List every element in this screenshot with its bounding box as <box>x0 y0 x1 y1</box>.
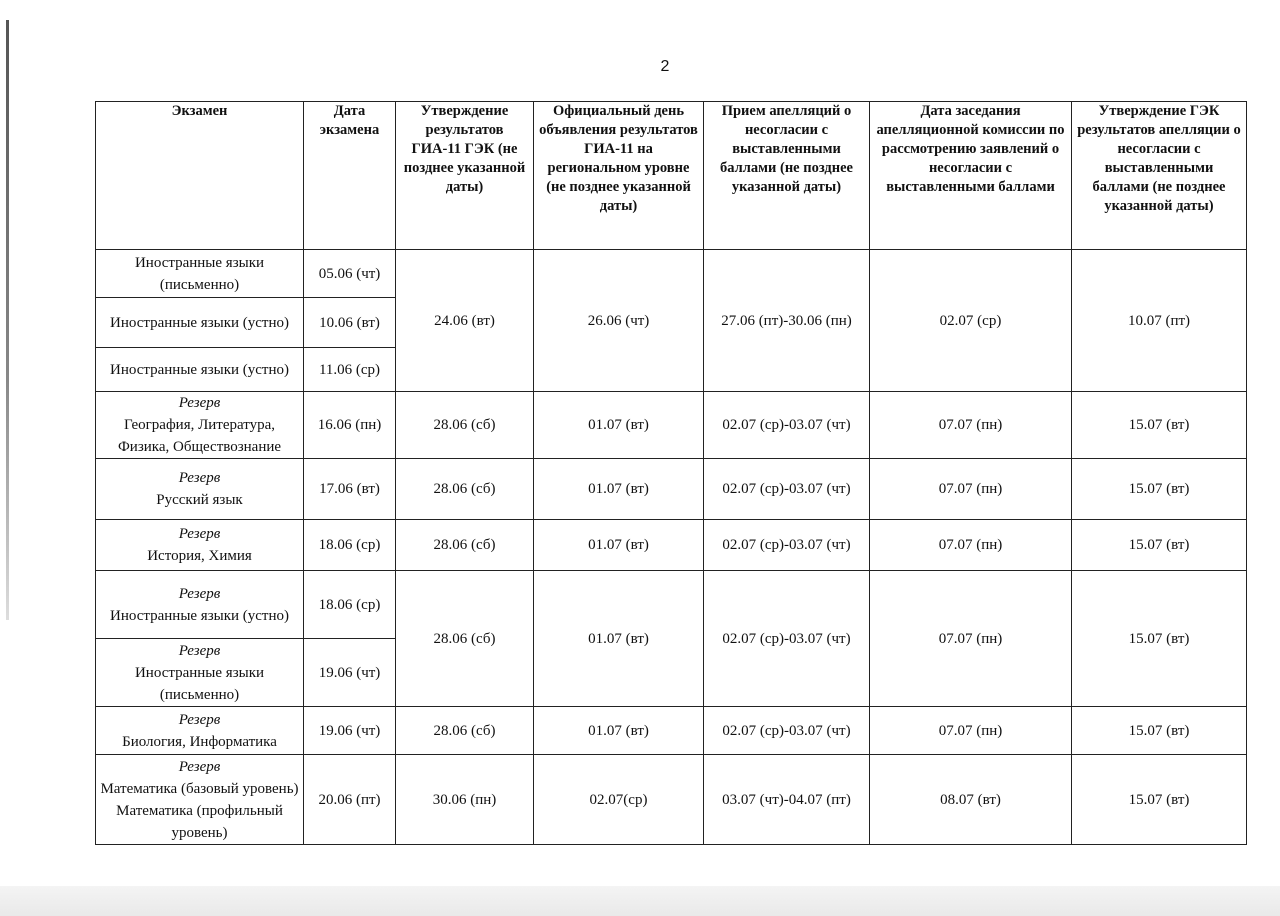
exam-cell <box>96 571 304 639</box>
table-row <box>96 392 1247 459</box>
exam-schedule-table <box>95 101 1247 845</box>
reserve-label: Резерв <box>178 758 221 775</box>
appeals-cell: 02.07 (ср)-03.07 (чт) <box>704 392 870 459</box>
table-row <box>96 755 1247 845</box>
exam-name: История, Химия <box>147 548 252 564</box>
exam-name: Математика (базовый уровень) Математика (профильный уровень) <box>100 780 299 841</box>
gek-cell: 10.07 (пт) <box>1072 250 1247 392</box>
appeals-cell: 02.07 (ср)-03.07 (чт) <box>704 571 870 707</box>
appeals-cell: 02.07 (ср)-03.07 (чт) <box>704 707 870 755</box>
commission-cell: 07.07 (пн) <box>870 459 1072 520</box>
gek-cell: 15.07 (вт) <box>1072 707 1247 755</box>
table-row <box>96 459 1247 520</box>
appeals-cell: 03.07 (чт)-04.07 (пт) <box>704 755 870 845</box>
commission-cell: 07.07 (пн) <box>870 520 1072 571</box>
official-cell: 26.06 (чт) <box>534 250 704 392</box>
gek-cell: 15.07 (вт) <box>1072 459 1247 520</box>
exam-cell: Иностранные языки (устно) <box>96 348 304 392</box>
exam-name: География, Литература, Физика, Обществознание <box>117 417 282 455</box>
scan-bottom-edge <box>0 886 1280 916</box>
date-cell: 19.06 (чт) <box>304 639 396 707</box>
header-row <box>96 102 1247 250</box>
header-exam: Экзамен <box>96 102 304 250</box>
date-cell: 10.06 (вт) <box>304 298 396 348</box>
date-cell: 11.06 (ср) <box>304 348 396 392</box>
exam-name: Русский язык <box>156 492 243 508</box>
table-row <box>96 707 1247 755</box>
exam-name: Биология, Информатика <box>122 733 277 750</box>
approval-cell: 28.06 (сб) <box>396 707 534 755</box>
date-cell: 18.06 (ср) <box>304 520 396 571</box>
table-row <box>96 250 1247 298</box>
date-cell: 05.06 (чт) <box>304 250 396 298</box>
reserve-label: Резерв <box>178 395 221 411</box>
appeals-cell: 02.07 (ср)-03.07 (чт) <box>704 520 870 571</box>
reserve-label: Резерв <box>178 470 221 486</box>
page-number: 2 <box>660 58 670 75</box>
official-cell: 01.07 (вт) <box>534 520 704 571</box>
exam-cell <box>96 707 304 755</box>
reserve-label: Резерв <box>178 526 221 542</box>
appeals-cell: 02.07 (ср)-03.07 (чт) <box>704 459 870 520</box>
date-cell: 17.06 (вт) <box>304 459 396 520</box>
exam-cell: Иностранные языки (устно) <box>96 298 304 348</box>
table-row <box>96 571 1247 639</box>
header-official-day: Официальный день объявления результатов ГИА-11 на региональном уровне (не позднее указанной даты) <box>534 102 704 250</box>
gek-cell: 15.07 (вт) <box>1072 392 1247 459</box>
commission-cell: 07.07 (пн) <box>870 571 1072 707</box>
gek-cell: 15.07 (вт) <box>1072 755 1247 845</box>
official-cell: 01.07 (вт) <box>534 707 704 755</box>
exam-cell <box>96 639 304 707</box>
exam-cell <box>96 392 304 459</box>
exam-name: Иностранные языки (устно) <box>109 607 290 624</box>
gek-cell: 15.07 (вт) <box>1072 520 1247 571</box>
reserve-label: Резерв <box>178 642 221 659</box>
commission-cell: 08.07 (вт) <box>870 755 1072 845</box>
official-cell: 01.07 (вт) <box>534 571 704 707</box>
exam-cell <box>96 459 304 520</box>
commission-cell: 07.07 (пн) <box>870 707 1072 755</box>
commission-cell: 07.07 (пн) <box>870 392 1072 459</box>
reserve-label: Резерв <box>178 585 221 602</box>
approval-cell: 28.06 (сб) <box>396 571 534 707</box>
gek-cell: 15.07 (вт) <box>1072 571 1247 707</box>
header-commission: Дата заседания апелляционной комиссии по рассмотрению заявлений о несогласии с выставленными баллами <box>870 102 1072 250</box>
approval-cell: 28.06 (сб) <box>396 459 534 520</box>
approval-cell: 30.06 (пн) <box>396 755 534 845</box>
official-cell: 01.07 (вт) <box>534 459 704 520</box>
exam-cell: Иностранные языки (письменно) <box>96 250 304 298</box>
date-cell: 18.06 (ср) <box>304 571 396 639</box>
header-gek-appeal: Утверждение ГЭК результатов апелляции о несогласии с выставленными баллами (не позднее указанной даты) <box>1072 102 1247 250</box>
reserve-label: Резерв <box>178 711 221 728</box>
exam-cell <box>96 755 304 845</box>
date-cell: 20.06 (пт) <box>304 755 396 845</box>
table-row <box>96 520 1247 571</box>
approval-cell: 28.06 (сб) <box>396 520 534 571</box>
exam-cell <box>96 520 304 571</box>
header-appeals: Прием апелляций о несогласии с выставленными баллами (не позднее указанной даты) <box>704 102 870 250</box>
official-cell: 01.07 (вт) <box>534 392 704 459</box>
commission-cell: 02.07 (ср) <box>870 250 1072 392</box>
header-exam-date: Дата экзамена <box>304 102 396 250</box>
approval-cell: 28.06 (сб) <box>396 392 534 459</box>
header-approval: Утверждение результатов ГИА-11 ГЭК (не позднее указанной даты) <box>396 102 534 250</box>
date-cell: 19.06 (чт) <box>304 707 396 755</box>
exam-name: Иностранные языки (письменно) <box>134 664 265 703</box>
official-cell: 02.07(ср) <box>534 755 704 845</box>
date-cell: 16.06 (пн) <box>304 392 396 459</box>
approval-cell: 24.06 (вт) <box>396 250 534 392</box>
scan-edge <box>6 20 9 620</box>
appeals-cell: 27.06 (пт)-30.06 (пн) <box>704 250 870 392</box>
